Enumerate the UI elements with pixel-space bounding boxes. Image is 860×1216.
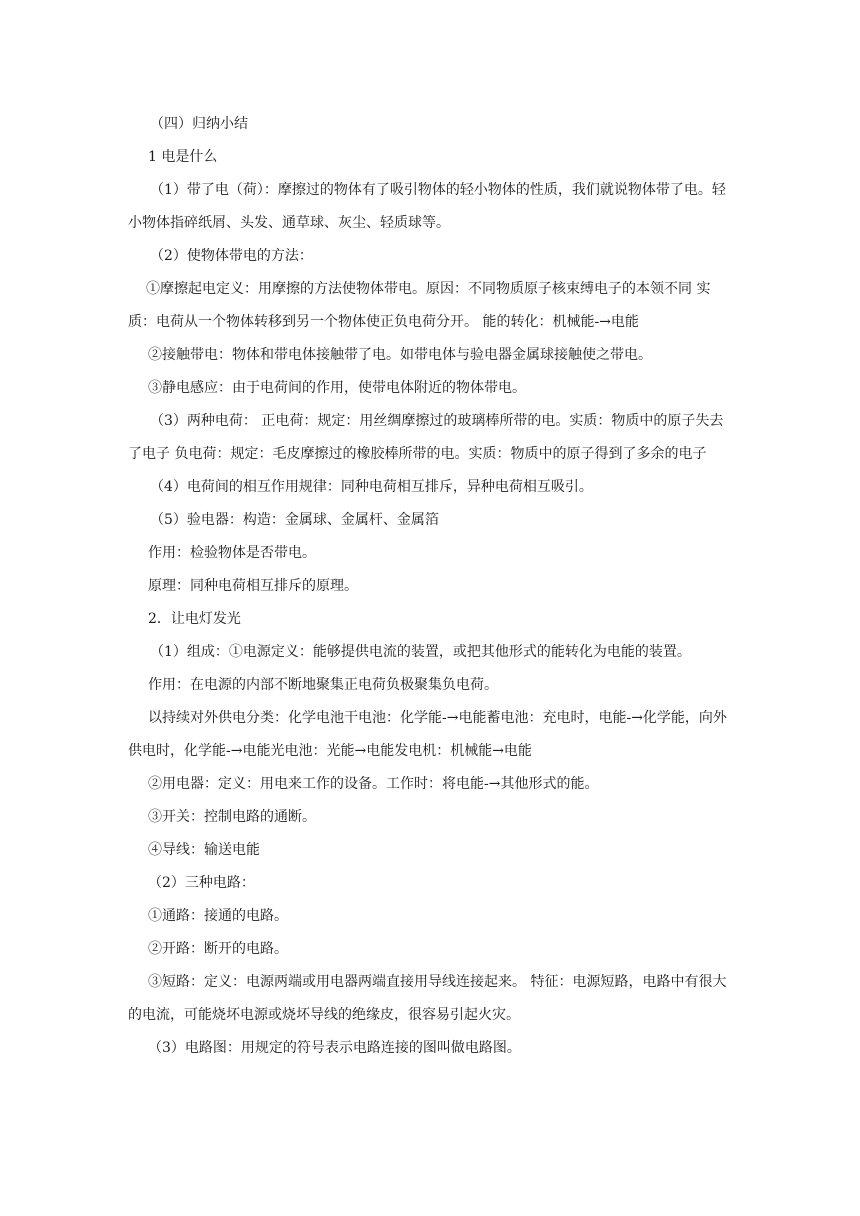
- paragraph-switch: ③开关：控制电路的通断。: [148, 809, 316, 825]
- paragraph-electroscope-principle: 原理：同种电荷相互排斥的原理。: [148, 578, 358, 594]
- paragraph-short-circuit: ③短路：定义：电源两端或用电器两端直接用导线连接起来。 特征：电源短路，电路中有很大的电流，可能烧坏电源或烧坏导线的绝缘皮，很容易引起火灾。: [128, 974, 727, 1023]
- paragraph-charged: （1）带了电（荷）：摩擦过的物体有了吸引物体的轻小物体的性质，我们就说物体带了电。轻小物体指碎纸屑、头发、通草球、灰尘、轻质球等。: [128, 182, 726, 231]
- subsection-heading-what-is-electricity: 1 电是什么: [148, 149, 218, 165]
- paragraph-power-source-function: 作用：在电源的内部不断地聚集正电荷负极聚集负电荷。: [148, 677, 498, 693]
- subsection-heading-light-the-lamp: 2．让电灯发光: [148, 611, 241, 627]
- paragraph-charging-methods: （2）使物体带电的方法：: [150, 248, 313, 264]
- paragraph-friction-charging: ①摩擦起电定义：用摩擦的方法使物体带电。原因：不同物质原子核束缚电子的本领不同 实质：电荷从一个物体转移到另一个物体使正负电荷分开。 能的转化：机械能-→电能: [128, 281, 711, 330]
- paragraph-electrical-appliance: ②用电器：定义：用电来工作的设备。工作时：将电能-→其他形式的能。: [148, 776, 599, 792]
- paragraph-wire: ④导线：输送电能: [148, 842, 260, 858]
- paragraph-electrostatic-induction: ③静电感应：由于电荷间的作用，使带电体附近的物体带电。: [148, 380, 526, 396]
- paragraph-circuit-composition: （1）组成：①电源定义：能够提供电流的装置，或把其他形式的能转化为电能的装置。: [150, 644, 691, 660]
- paragraph-electroscope-function: 作用：检验物体是否带电。: [148, 545, 316, 561]
- paragraph-power-source-types: 以持续对外供电分类：化学电池干电池：化学能-→电能蓄电池：充电时，电能-→化学能，向外供电时，化学能-→电能光电池：光能→电能发电机：机械能→电能: [128, 710, 727, 759]
- section-heading-summary: （四）归纳小结: [150, 116, 248, 132]
- paragraph-open-circuit: ②开路：断开的电路。: [148, 941, 288, 957]
- paragraph-charge-interaction: （4）电荷间的相互作用规律：同种电荷相互排斥，异种电荷相互吸引。: [150, 479, 593, 495]
- paragraph-electroscope: （5）验电器：构造：金属球、金属杆、金属箔: [150, 512, 439, 528]
- paragraph-three-circuits: （2）三种电路：: [148, 875, 255, 891]
- paragraph-contact-charging: ②接触带电：物体和带电体接触带了电。如带电体与验电器金属球接触使之带电。: [148, 347, 652, 363]
- paragraph-two-charges: （3）两种电荷： 正电荷：规定：用丝绸摩擦过的玻璃棒所带的电。实质：物质中的原子失去了电子 负电荷：规定：毛皮摩擦过的橡胶棒所带的电。实质：物质中的原子得到了多余的电子: [128, 413, 724, 462]
- document-body: [128, 108, 734, 1065]
- paragraph-circuit-diagram: （3）电路图：用规定的符号表示电路连接的图叫做电路图。: [148, 1040, 521, 1056]
- paragraph-closed-circuit: ①通路：接通的电路。: [148, 908, 288, 924]
